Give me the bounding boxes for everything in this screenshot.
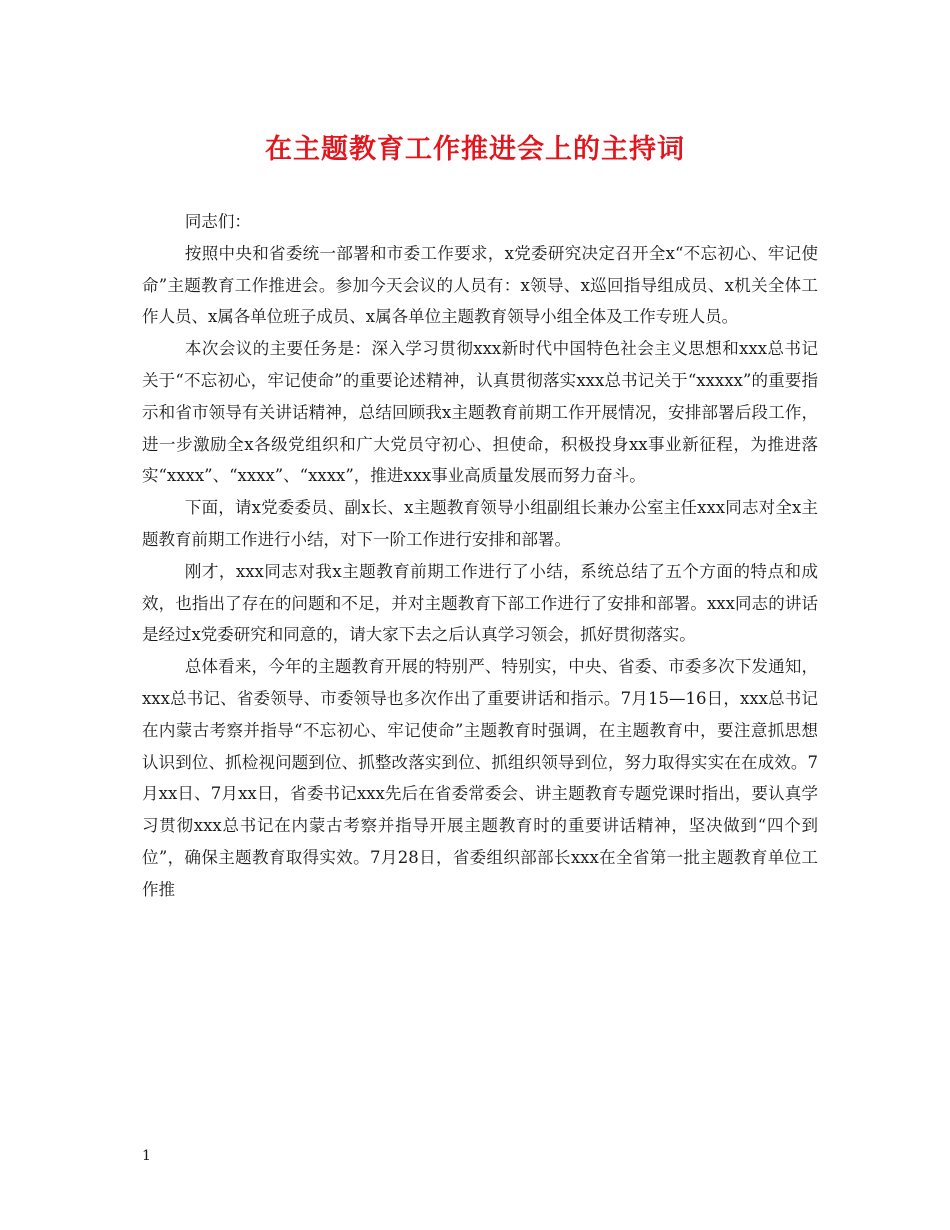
page-number: 1 — [142, 1148, 151, 1164]
speaker-introduction-paragraph: 下面，请x党委委员、副x长、x主题教育领导小组副组长兼办公室主任xxx同志对全x主题教育前期工作进行小结，对下一阶工作进行安排和部署。 — [142, 498, 818, 549]
salutation-paragraph: 同志们： — [184, 212, 251, 231]
document-title: 在主题教育工作推进会上的主持词 — [265, 134, 685, 165]
meeting-arrangement-paragraph: 按照中央和省委统一部署和市委工作要求，x党委研究决定召开全x“不忘初心、牢记使命”主题教育工作推进会。参加今天会议的人员有：x领导、x巡回指导组成员、x机关全体工作人员、x属各单位班子成员、x属各单位主题教育领导小组全体及工作专班人员。 — [142, 243, 818, 327]
overview-paragraph: 总体看来，今年的主题教育开展的特别严、特别实，中央、省委、市委多次下发通知，xxx总书记、省委领导、市委领导也多次作出了重要讲话和指示。7月15—16日，xxx总书记在内蒙古考察并指导“不忘初心、牢记使命”主题教育时强调，在主题教育中，要注意抓思想认识到位、抓检视问题到位、抓整改落实到位、抓组织领导到位，努力取得实实在在成效。7月xx日、7月xx日，省委书记xxx先后在省委常委会、讲主题教育专题党课时指出，要认真学习贯彻xxx总书记在内蒙古考察并指导开展主题教育时的重要讲话精神，坚决做到“四个到位”，确保主题教育取得实效。7月28日，省委组织部部长xxx在全省第一批主题教育单位工作推 — [142, 657, 818, 899]
meeting-tasks-paragraph: 本次会议的主要任务是：深入学习贯彻xxx新时代中国特色社会主义思想和xxx总书记关于“不忘初心，牢记使命”的重要论述精神，认真贯彻落实xxx总书记关于“xxxxx”的重要指示和省市领导有关讲话精神，总结回顾我x主题教育前期工作开展情况，安排部署后段工作，进一步激励全x各级党组织和广大党员守初心、担使命，积极投身xx事业新征程，为推进落实“xxxx”、“xxxx”、“xxxx”，推进xxx事业高质量发展而努力奋斗。 — [142, 339, 818, 486]
document-body — [142, 206, 818, 906]
speech-summary-paragraph: 刚才，xxx同志对我x主题教育前期工作进行了小结，系统总结了五个方面的特点和成效，也指出了存在的问题和不足，并对主题教育下部工作进行了安排和部署。xxx同志的讲话是经过x党委研究和同意的，请大家下去之后认真学习领会，抓好贯彻落实。 — [142, 561, 818, 645]
